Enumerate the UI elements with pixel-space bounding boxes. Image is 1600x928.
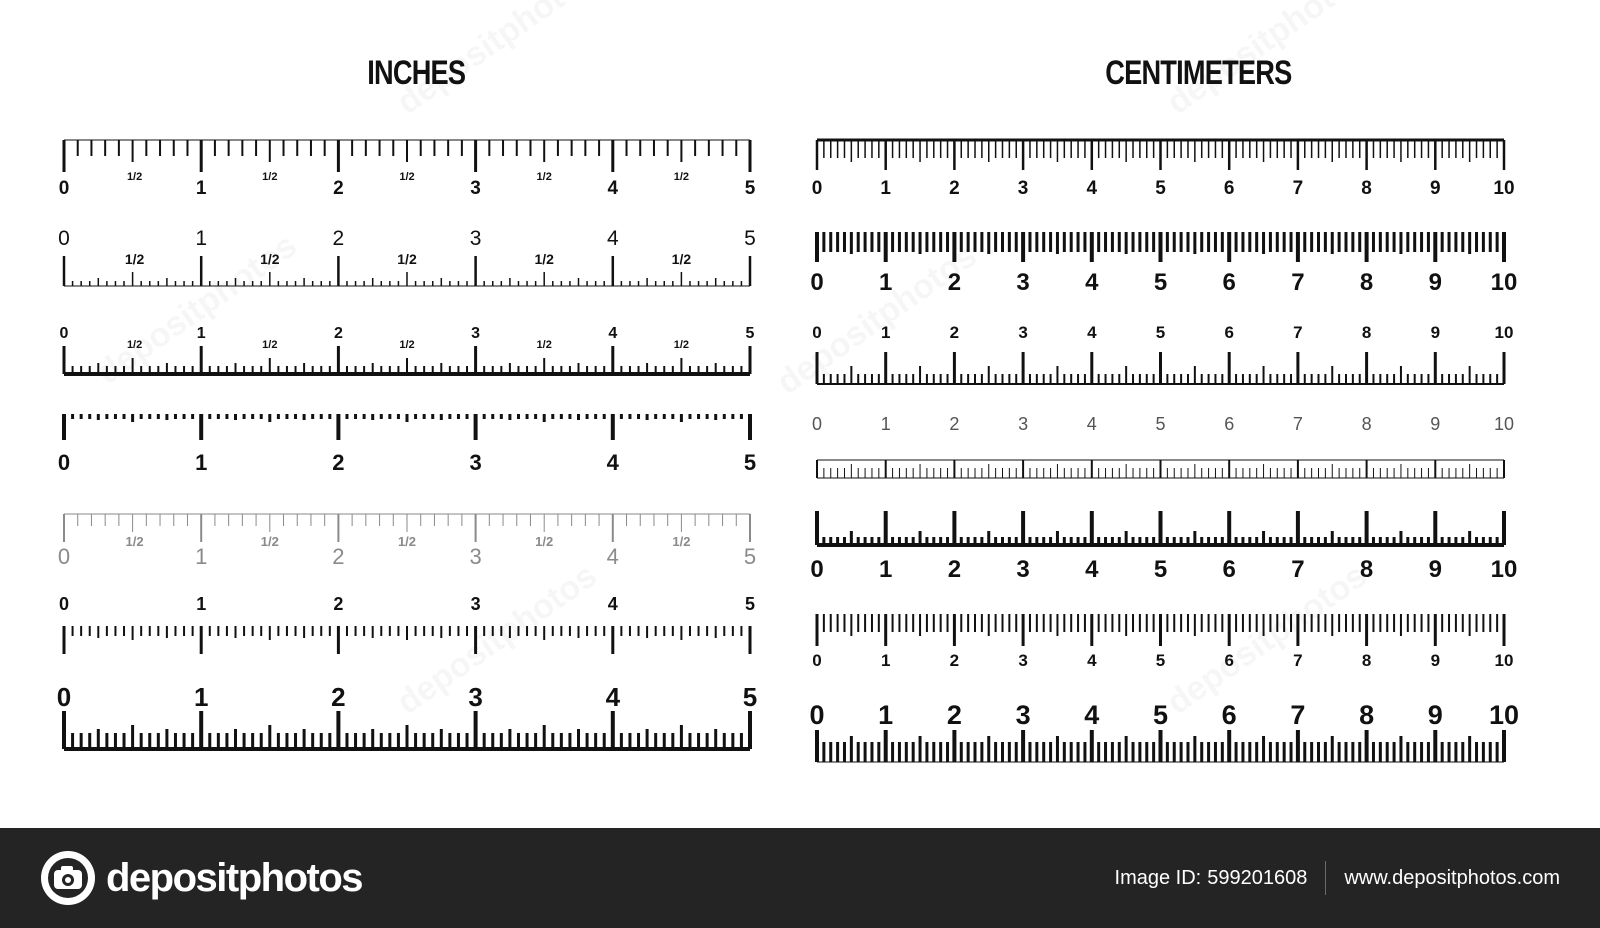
inch-label: 4 <box>605 682 621 712</box>
cm-label: 1 <box>879 269 893 296</box>
inch-label: 2 <box>331 682 346 712</box>
inch-label: 0 <box>56 682 72 712</box>
cm-label: 5 <box>1153 269 1168 296</box>
cm-label: 7 <box>1292 414 1303 434</box>
cm-label: 0 <box>811 414 823 434</box>
cm-label: 7 <box>1292 178 1304 199</box>
cm-label: 8 <box>1359 700 1375 730</box>
inch-label: 1 <box>195 227 208 250</box>
cm-label: 6 <box>1224 323 1234 342</box>
inch-label: 5 <box>744 594 756 614</box>
inch-label: 1 <box>196 594 207 614</box>
half-inch-label: 1/2 <box>125 534 144 549</box>
cm-label: 0 <box>809 700 825 730</box>
cm-label: 5 <box>1155 651 1166 670</box>
cm-label: 7 <box>1290 700 1306 730</box>
inch-label: 1 <box>193 682 209 712</box>
inch-label: 1 <box>195 544 208 569</box>
inch-label: 2 <box>332 544 345 569</box>
cm-label: 2 <box>949 178 960 199</box>
half-inch-label: 1/2 <box>262 171 278 183</box>
inch-label: 3 <box>470 594 481 614</box>
cm-label: 5 <box>1155 323 1166 342</box>
cm-label: 0 <box>811 178 823 199</box>
inch-label: 4 <box>607 178 619 199</box>
cm-label: 9 <box>1430 178 1441 199</box>
footer-bar <box>0 828 1600 928</box>
inch-label: 4 <box>606 544 619 569</box>
inch-label: 3 <box>471 325 481 342</box>
cm-label: 7 <box>1293 651 1303 670</box>
inch-label: 3 <box>469 450 482 475</box>
cm-label: 7 <box>1291 269 1305 296</box>
cm-label: 6 <box>1224 414 1235 434</box>
inch-label: 5 <box>743 450 757 475</box>
divider <box>1325 861 1326 895</box>
cm-label: 1 <box>880 178 891 199</box>
inch-label: 0 <box>57 450 71 475</box>
half-inch-label: 1/2 <box>536 339 552 351</box>
cm-label: 8 <box>1361 323 1372 342</box>
cm-label: 2 <box>949 323 960 342</box>
cm-label: 10 <box>1488 700 1520 730</box>
cm-label: 6 <box>1224 651 1234 670</box>
half-inch-label: 1/2 <box>534 251 554 267</box>
inch-label: 0 <box>58 227 70 250</box>
cm-label: 3 <box>1015 700 1031 730</box>
cm-label: 9 <box>1430 414 1441 434</box>
cm-label: 8 <box>1361 178 1372 199</box>
half-inch-label: 1/2 <box>535 534 554 549</box>
cm-label: 4 <box>1087 651 1097 670</box>
cm-label: 4 <box>1086 178 1098 199</box>
brand-name: depositphotos <box>106 855 363 900</box>
half-inch-label: 1/2 <box>399 339 415 351</box>
half-inch-label: 1/2 <box>126 339 143 351</box>
cm-label: 3 <box>1018 323 1028 342</box>
half-inch-label: 1/2 <box>673 171 690 183</box>
cm-label: 5 <box>1153 556 1168 583</box>
half-inch-label: 1/2 <box>124 251 145 267</box>
cm-label: 9 <box>1428 269 1442 296</box>
cm-label: 1 <box>880 651 891 670</box>
half-inch-label: 1/2 <box>260 534 279 549</box>
inch-label: 1 <box>196 325 206 342</box>
inch-label: 4 <box>606 450 619 475</box>
cm-label: 3 <box>1018 414 1029 434</box>
cm-label: 3 <box>1017 178 1029 199</box>
inch-label: 5 <box>745 325 755 342</box>
inch-label: 3 <box>470 178 481 199</box>
inch-label: 2 <box>333 325 343 342</box>
inch-label: 1 <box>195 178 207 199</box>
inch-label: 3 <box>469 227 482 250</box>
cm-label: 6 <box>1223 178 1235 199</box>
half-inch-label: 1/2 <box>397 534 417 549</box>
half-inch-label: 1/2 <box>536 171 552 183</box>
cm-label: 7 <box>1293 323 1303 342</box>
cm-label: 6 <box>1222 269 1236 296</box>
cm-label: 0 <box>812 323 822 342</box>
cm-label: 2 <box>949 414 960 434</box>
cm-label: 2 <box>946 700 962 730</box>
image-id: 599201608 <box>1207 866 1308 889</box>
cm-label: 4 <box>1085 269 1099 296</box>
cm-label: 9 <box>1430 323 1441 342</box>
cm-label: 4 <box>1084 700 1100 730</box>
cm-label: 9 <box>1430 651 1441 670</box>
cm-label: 1 <box>880 323 891 342</box>
inch-label: 2 <box>333 178 344 199</box>
cm-label: 5 <box>1155 178 1166 199</box>
cm-label: 3 <box>1016 269 1030 296</box>
centimeters-heading: CENTIMETERS <box>1105 54 1292 92</box>
cm-label: 1 <box>878 700 894 730</box>
brand-logo <box>40 850 362 906</box>
cm-label: 2 <box>947 269 962 296</box>
cm-label: 10 <box>1490 269 1518 296</box>
cm-label: 9 <box>1428 556 1442 583</box>
half-inch-label: 1/2 <box>399 171 415 183</box>
cm-label: 4 <box>1086 414 1097 434</box>
half-inch-label: 1/2 <box>397 251 417 267</box>
cm-label: 10 <box>1493 414 1515 434</box>
inch-label: 3 <box>468 682 483 712</box>
cm-label: 8 <box>1361 651 1372 670</box>
cm-label: 5 <box>1155 414 1166 434</box>
inch-label: 5 <box>743 544 757 569</box>
inch-label: 5 <box>744 227 756 250</box>
inch-label: 4 <box>608 325 618 342</box>
inch-label: 0 <box>58 178 70 199</box>
inch-label: 1 <box>195 450 208 475</box>
camera-icon <box>40 850 96 906</box>
cm-label: 2 <box>949 651 960 670</box>
inch-label: 0 <box>59 325 69 342</box>
inch-label: 0 <box>57 544 71 569</box>
cm-label: 5 <box>1152 700 1169 730</box>
cm-label: 1 <box>880 414 891 434</box>
website-link[interactable]: www.depositphotos.com <box>1344 866 1560 889</box>
cm-label: 8 <box>1359 269 1374 296</box>
cm-label: 10 <box>1494 323 1514 342</box>
inch-label: 2 <box>333 594 344 614</box>
image-id-label: Image ID: <box>1114 866 1202 889</box>
inch-label: 2 <box>332 227 345 250</box>
cm-label: 2 <box>947 556 962 583</box>
half-inch-label: 1/2 <box>672 534 691 549</box>
inch-label: 2 <box>332 450 345 475</box>
cm-label: 10 <box>1493 178 1515 199</box>
cm-label: 7 <box>1291 556 1305 583</box>
cm-label: 0 <box>810 556 824 583</box>
cm-label: 10 <box>1490 556 1518 583</box>
cm-label: 9 <box>1427 700 1443 730</box>
cm-label: 3 <box>1016 556 1030 583</box>
cm-label: 4 <box>1087 323 1097 342</box>
cm-label: 6 <box>1222 556 1236 583</box>
inches-heading: INCHES <box>367 54 466 92</box>
inch-label: 0 <box>58 594 70 614</box>
half-inch-label: 1/2 <box>260 251 280 267</box>
cm-label: 10 <box>1494 651 1514 670</box>
cm-label: 1 <box>879 556 893 583</box>
inch-label: 4 <box>606 227 619 250</box>
half-inch-label: 1/2 <box>673 339 690 351</box>
half-inch-label: 1/2 <box>126 171 143 183</box>
cm-label: 8 <box>1361 414 1372 434</box>
image-meta <box>1115 828 1560 928</box>
half-inch-label: 1/2 <box>671 251 692 267</box>
inch-label: 4 <box>607 594 618 614</box>
cm-label: 4 <box>1085 556 1099 583</box>
half-inch-label: 1/2 <box>262 339 278 351</box>
inch-label: 5 <box>742 682 758 712</box>
inch-label: 5 <box>744 178 756 199</box>
cm-label: 3 <box>1018 651 1028 670</box>
cm-label: 6 <box>1221 700 1237 730</box>
cm-label: 0 <box>810 269 824 296</box>
cm-label: 8 <box>1359 556 1374 583</box>
cm-label: 0 <box>812 651 822 670</box>
inch-label: 3 <box>469 544 482 569</box>
